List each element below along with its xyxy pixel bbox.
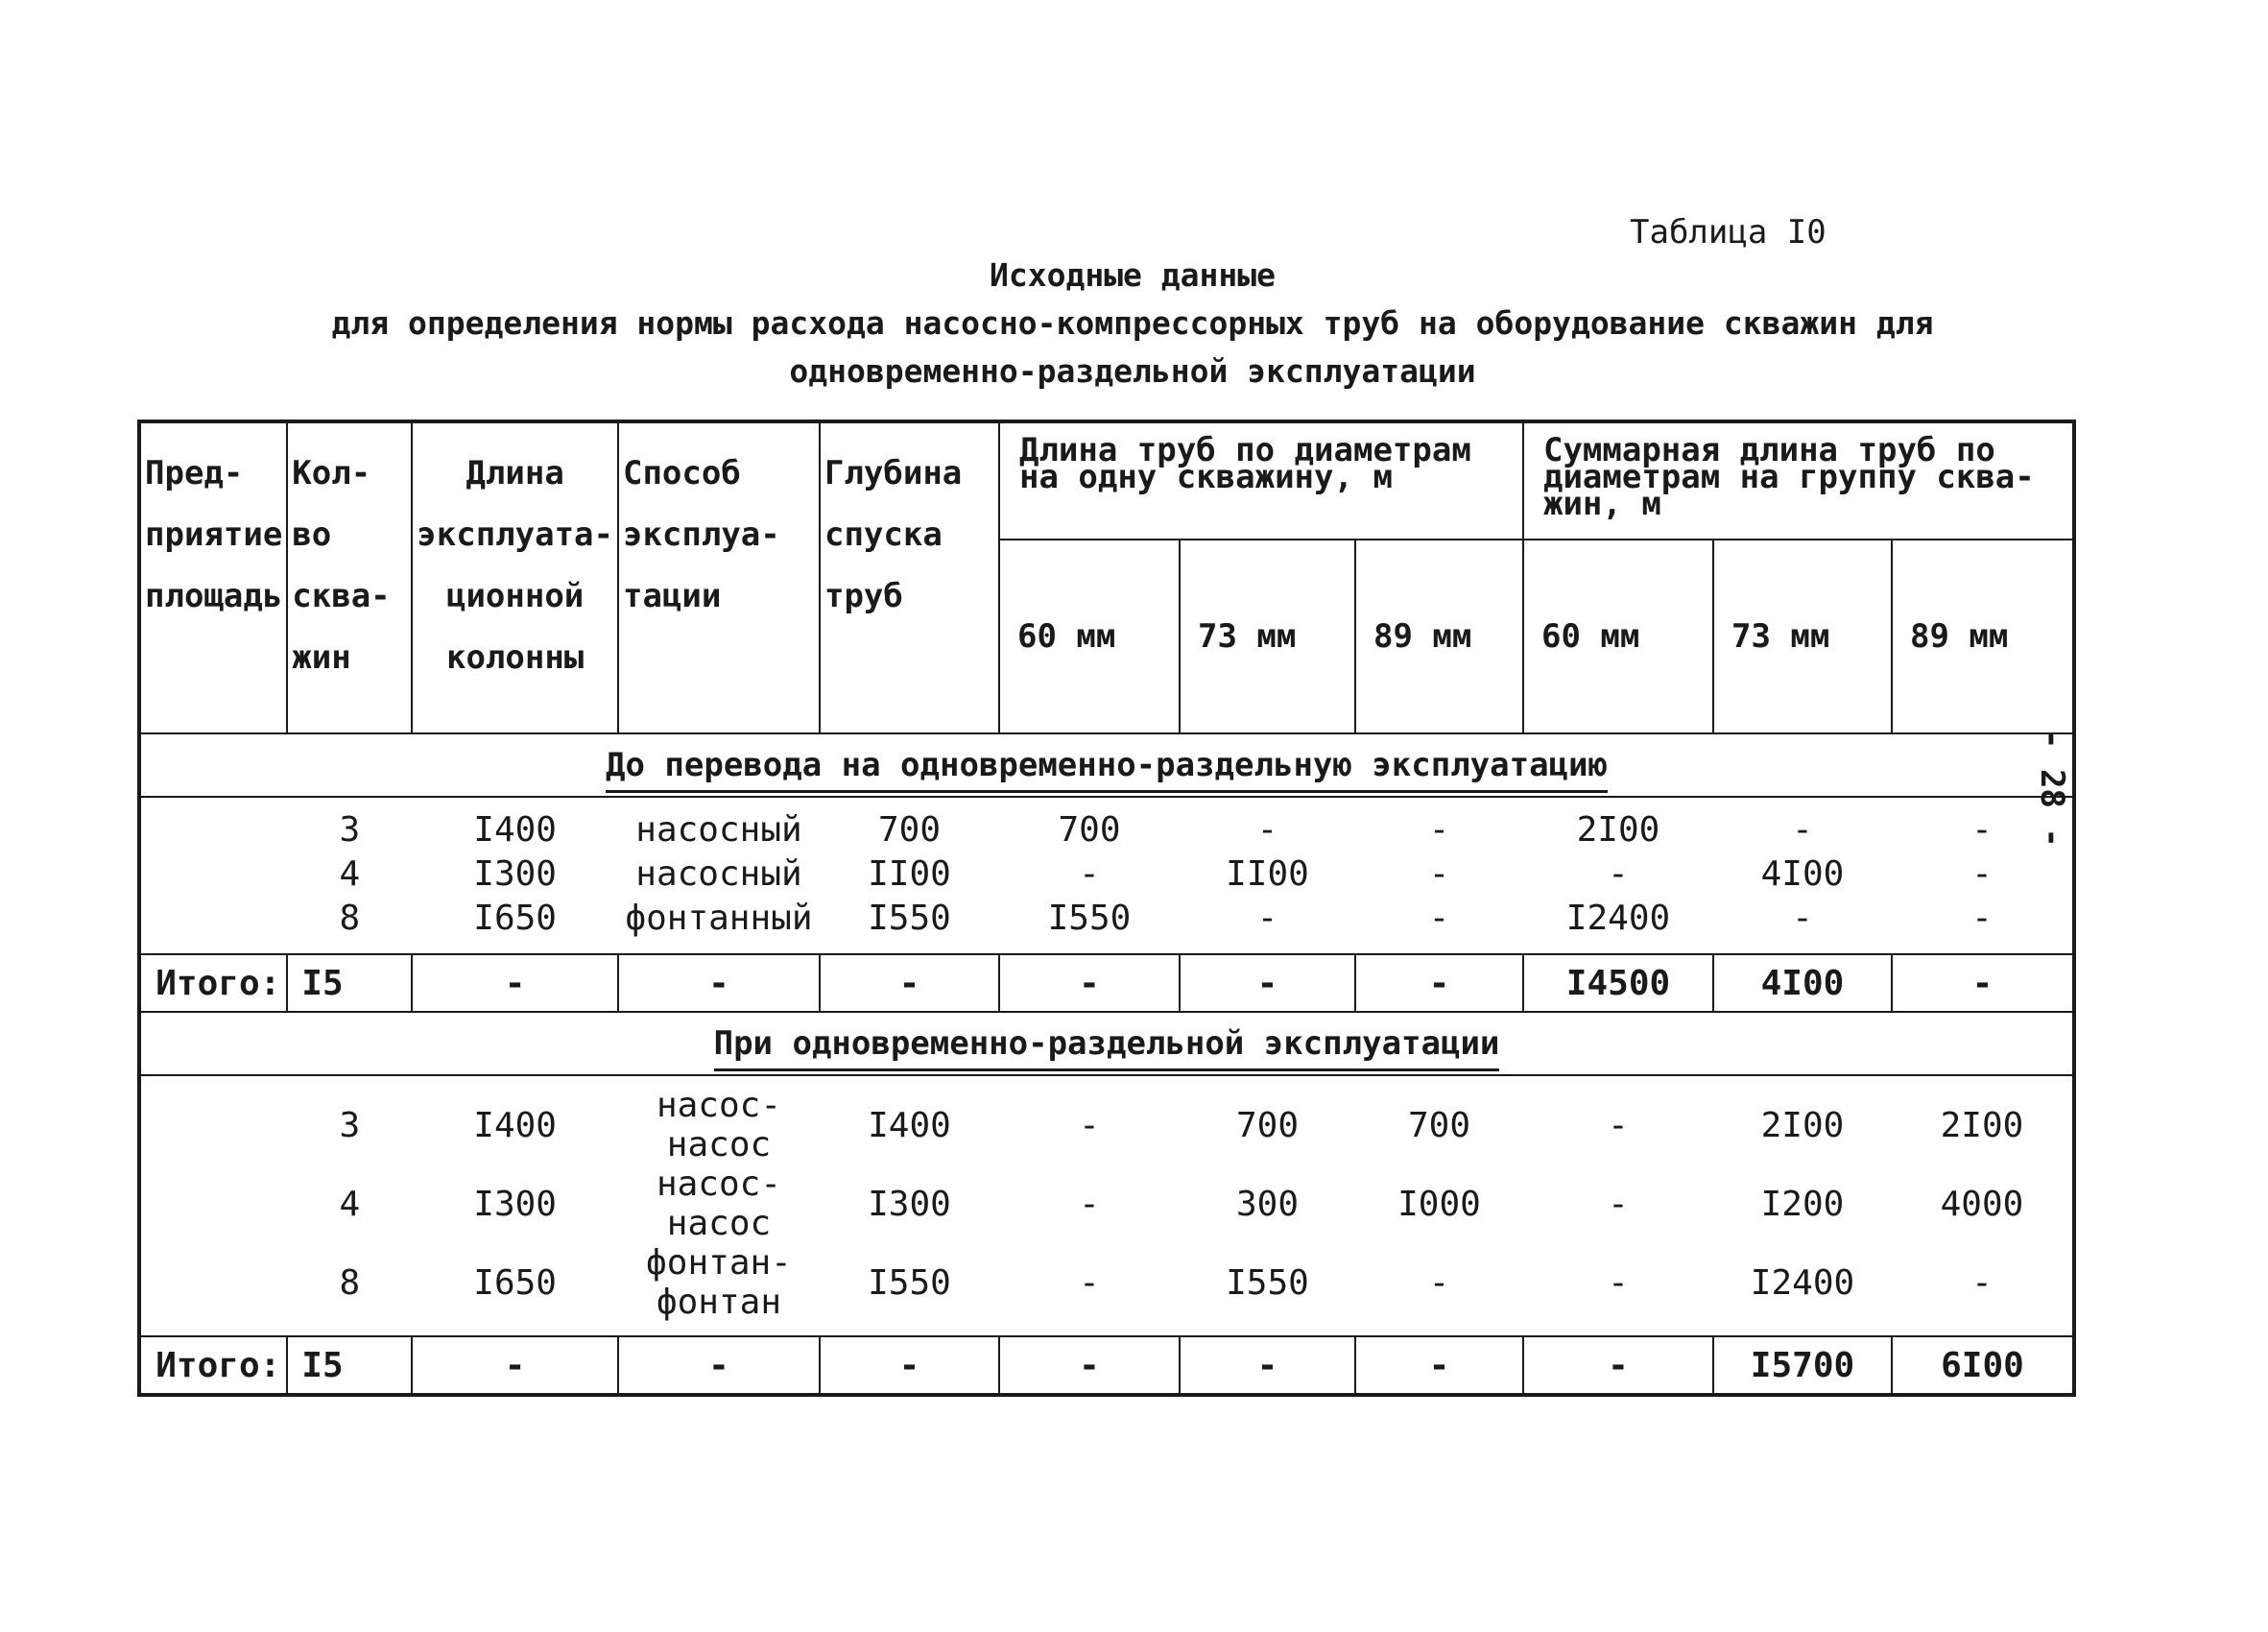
total-cell: - [1355,954,1523,1012]
total-cell: I5700 [1713,1336,1892,1395]
cell-60-group: - [1608,1262,1629,1303]
total-cell: - [618,1336,820,1395]
total-cell: 6I00 [1892,1336,2074,1395]
total-cell: - [1892,954,2074,1012]
cell-60-group: - [1608,1184,1629,1224]
cell-60-group: 2I00 [1576,809,1660,850]
section-title: До перевода на одновременно-раздельную эксплуатацию [606,746,1608,793]
header-enterprise: Пред-приятие площадь [139,421,287,733]
total-cell: - [820,1336,999,1395]
cell-method: фонтан-фонтан [646,1243,792,1322]
total-cell: - [1355,1336,1523,1395]
cell-column-length: I400 [473,809,557,850]
cell-60-group: I2400 [1565,898,1671,938]
cell-73-group: I2400 [1750,1262,1855,1303]
total-row [139,954,2074,1012]
cell-89-well: - [1428,1262,1450,1303]
cell-73-group: I200 [1760,1184,1845,1224]
cell-method: насос-насос [656,1086,781,1164]
cell-depth: I550 [868,898,951,938]
table-row [139,896,2074,940]
section-title-row [139,1012,2074,1075]
total-wells: I5 [287,954,412,1012]
unit-89-group: 89 мм [1892,540,2074,733]
total-cell: - [999,954,1180,1012]
total-row [139,1336,2074,1395]
section-title: При одновременно-раздельной эксплуатации [714,1024,1500,1071]
data-table [137,420,2076,1397]
cell-column-length: I650 [473,898,557,938]
table-row [139,1164,2074,1243]
cell-depth: II00 [868,853,951,894]
title-line-1: Исходные данные [989,256,1276,294]
cell-depth: I400 [868,1105,951,1145]
header-wells-count: Кол-во сква-жин [287,421,412,733]
cell-73-group: - [1792,809,1813,850]
total-cell: - [1180,954,1355,1012]
cell-60-well: - [1079,1184,1100,1224]
total-label: Итого: [139,1336,287,1395]
table-row [139,852,2074,896]
total-wells: I5 [287,1336,412,1395]
table-row [139,797,2074,852]
cell-73-group: 4I00 [1760,853,1845,894]
cell-73-group: 2I00 [1760,1105,1845,1145]
cell-wells: 3 [339,809,361,850]
cell-89-group: 2I00 [1940,1105,2024,1145]
cell-89-group: - [1971,898,1993,938]
cell-89-group: - [1971,809,1993,850]
total-label: Итого: [139,954,287,1012]
cell-89-well: I000 [1397,1184,1481,1224]
total-cell: - [412,1336,618,1395]
title-line-3: одновременно-раздельной эксплуатации [789,352,1476,390]
cell-73-well: 300 [1235,1184,1299,1224]
cell-method: насосный [635,809,802,850]
cell-60-well: I550 [1047,898,1132,938]
cell-60-group: - [1608,853,1629,894]
cell-89-well: - [1428,898,1450,938]
unit-73-group: 73 мм [1713,540,1892,733]
table-label: Таблица I0 [1630,213,1826,252]
cell-method: насос-насос [656,1164,781,1243]
cell-73-well: - [1256,809,1278,850]
page-number: - 28 - [2033,730,2071,848]
cell-73-well: 700 [1235,1105,1299,1145]
total-cell: - [618,954,820,1012]
table-row [139,1075,2074,1164]
cell-column-length: I400 [473,1105,557,1145]
table-title [192,252,2073,396]
unit-73-well: 73 мм [1180,540,1355,733]
header-per-group: Суммарная длина труб по диаметрам на группу сква-жин, м [1523,421,2074,540]
cell-60-well: - [1079,1262,1100,1303]
cell-89-well: - [1428,853,1450,894]
cell-73-group: - [1792,898,1813,938]
cell-depth: I300 [868,1184,951,1224]
cell-column-length: I300 [473,853,557,894]
header-column-length: Длина эксплуата-ционной колонны [412,421,618,733]
cell-73-well: II00 [1226,853,1309,894]
cell-73-well: I550 [1226,1262,1309,1303]
cell-method: фонтанный [625,898,813,938]
cell-column-length: I650 [473,1262,557,1303]
header-per-well: Длина труб по диаметрам на одну скважину, м [999,421,1523,540]
cell-89-group: 4000 [1940,1184,2024,1224]
section-title-row [139,733,2074,797]
cell-depth: I550 [868,1262,951,1303]
total-cell: - [412,954,618,1012]
cell-wells: 8 [339,1262,361,1303]
total-cell: - [1523,1336,1713,1395]
cell-60-well: - [1079,1105,1100,1145]
unit-60-well: 60 мм [999,540,1180,733]
cell-method: насосный [635,853,802,894]
total-cell: 4I00 [1713,954,1892,1012]
cell-column-length: I300 [473,1184,557,1224]
table-row [139,1243,2074,1322]
cell-wells: 4 [339,853,361,894]
total-cell: I4500 [1523,954,1713,1012]
header-depth: Глубина спуска труб [820,421,999,733]
total-cell: - [999,1336,1180,1395]
cell-wells: 3 [339,1105,361,1145]
cell-depth: 700 [877,809,941,850]
cell-60-well: 700 [1058,809,1121,850]
cell-73-well: - [1256,898,1278,938]
cell-wells: 8 [339,898,361,938]
header-method: Способ эксплуа-тации [618,421,820,733]
header-row [139,421,2074,540]
unit-60-group: 60 мм [1523,540,1713,733]
total-cell: - [1180,1336,1355,1395]
cell-60-well: - [1079,853,1100,894]
cell-89-well: - [1428,809,1450,850]
cell-89-well: 700 [1407,1105,1470,1145]
cell-wells: 4 [339,1184,361,1224]
cell-89-group: - [1971,853,1993,894]
cell-89-group: - [1971,1262,1993,1303]
unit-89-well: 89 мм [1355,540,1523,733]
cell-60-group: - [1608,1105,1629,1145]
title-line-2: для определения нормы расхода насосно-компрессорных труб на оборудование скважин для [331,304,1934,342]
total-cell: - [820,954,999,1012]
